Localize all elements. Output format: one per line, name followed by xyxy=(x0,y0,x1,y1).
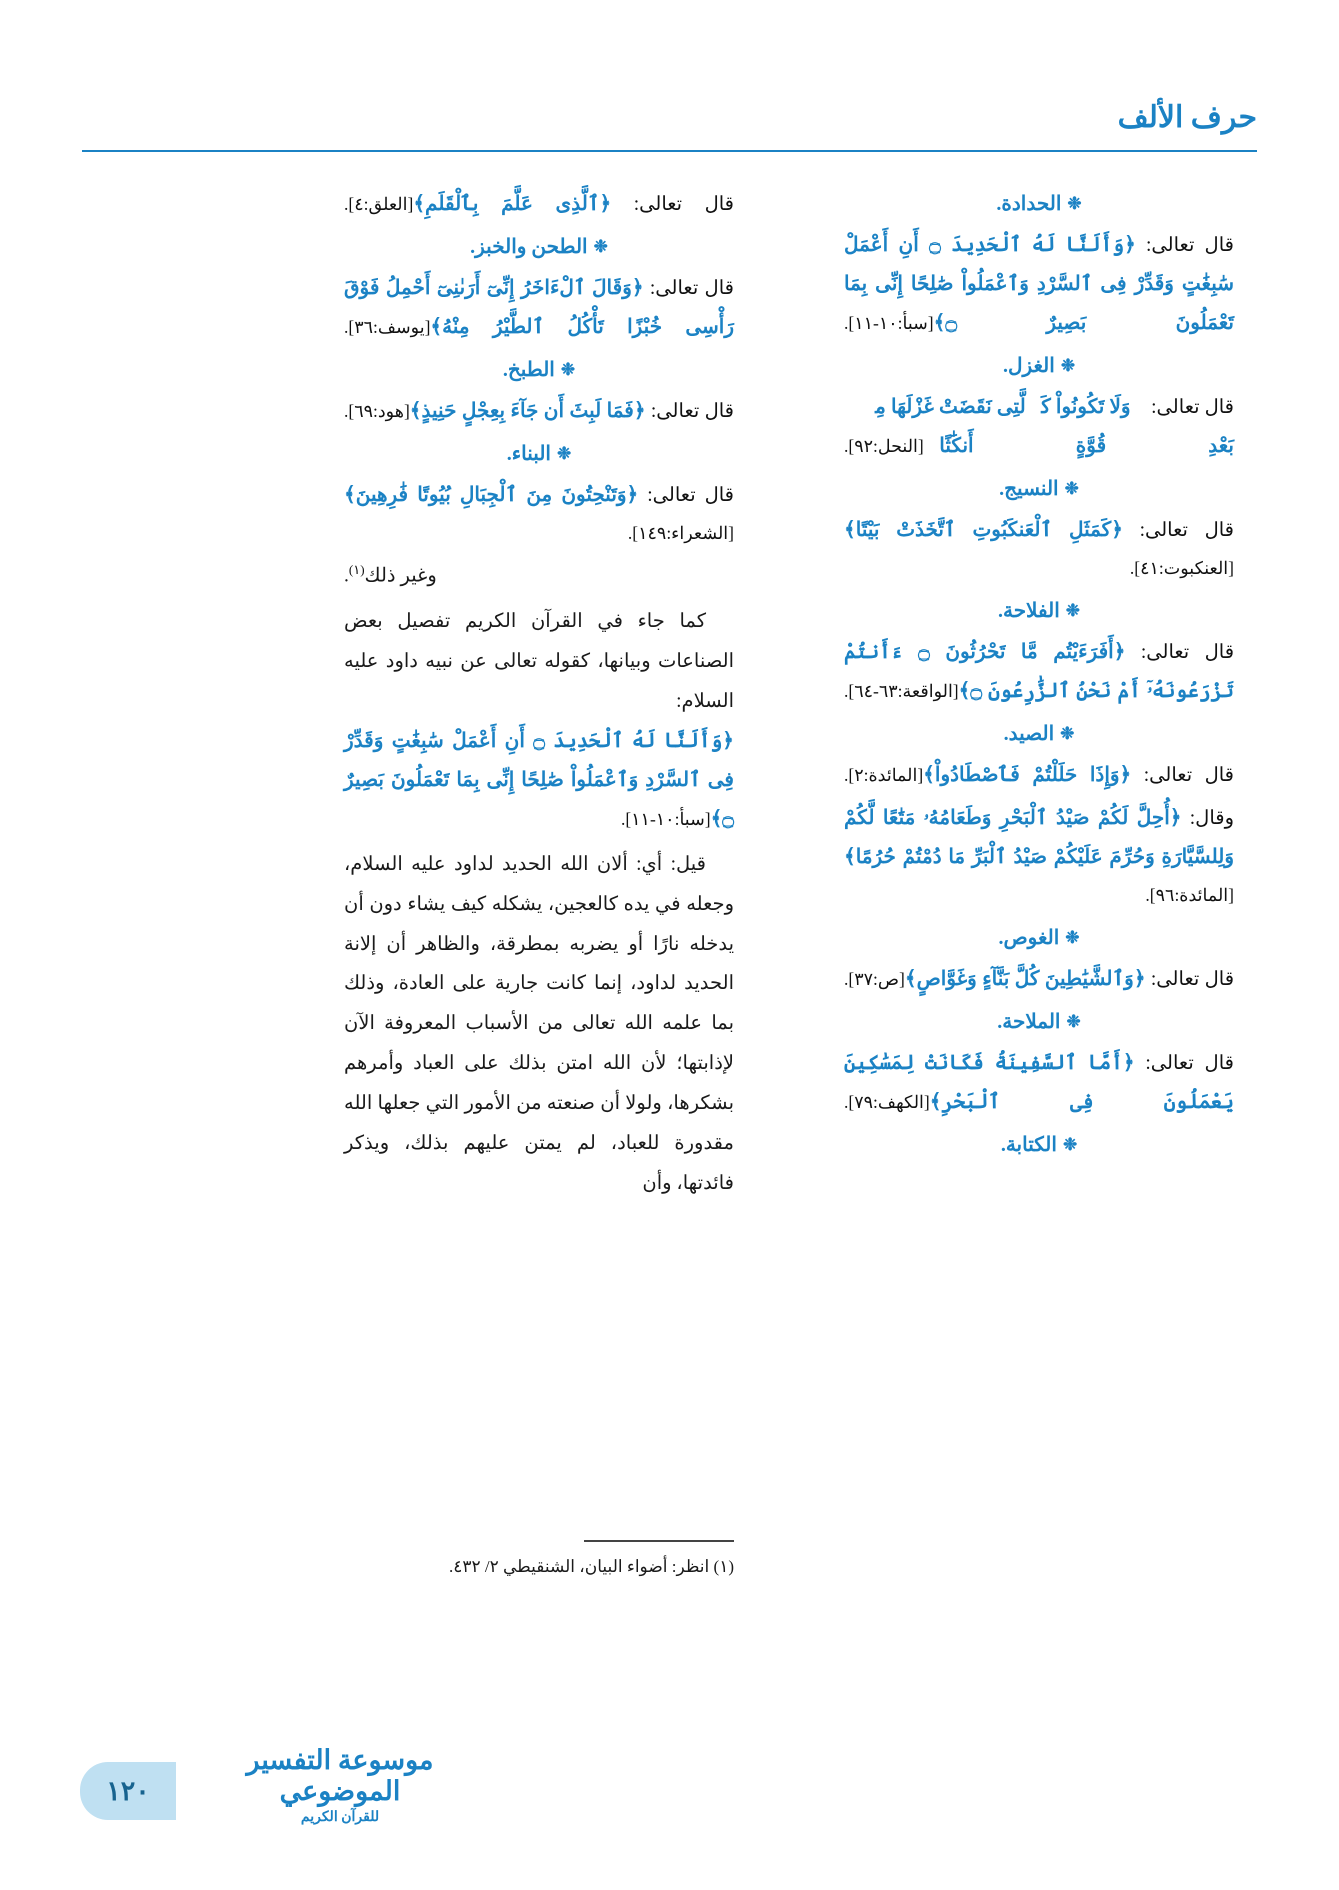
flower-bullet-icon: ❉ xyxy=(1064,479,1079,499)
column-left xyxy=(344,185,734,1204)
quran-quote xyxy=(844,226,1234,343)
ayah-reference: [ص:٣٧]. xyxy=(844,969,905,990)
quote-lead-in: قال تعالى: xyxy=(633,194,734,215)
flower-bullet-icon: ❉ xyxy=(1062,1135,1078,1155)
section-heading xyxy=(844,470,1234,509)
ayah-reference: [الشعراء:١٤٩]. xyxy=(627,523,734,544)
section-heading xyxy=(844,592,1234,631)
ayah-reference: [المائدة:٢]. xyxy=(844,765,924,786)
ayah-reference: [يوسف:٣٦]. xyxy=(344,317,431,338)
quote-lead-in: قال تعالى: xyxy=(1140,642,1235,664)
section-heading xyxy=(344,228,734,267)
ayah-text: ﴿وَإِذَا حَلَلْتُمْ فَٱصْطَادُواْ﴾ xyxy=(923,764,1132,787)
ayah-text: ﴿وَلَا تَكُونُواْ كَٱلَّتِى نَقَضَتْ غَزْلَهَا مِنۢ بَعْدِ قُوَّةٍ أَنكَٰثًا﴾ xyxy=(844,396,1234,458)
quran-quote xyxy=(344,185,734,224)
quote-lead-in: وقال: xyxy=(1189,808,1234,830)
section-heading-label: الغوص. xyxy=(998,927,1060,950)
ayah-text: ﴿فَمَا لَبِثَ أَن جَآءَ بِعِجْلٍ حَنِيذٍ﴾ xyxy=(409,400,646,423)
flower-bullet-icon: ❉ xyxy=(1065,601,1081,621)
ayah-text: ﴿وَأَلَنَّا لَهُ ٱلْحَدِيدَ ۝ أَنِ أَعْمَلْ سَٰبِغَٰتٍ وَقَدِّرْ فِى ٱلسَّرْدِ وَٱعْمَلُواْ صَٰلِحًا إِنِّى بِمَا تَعْمَلُونَ بَصِيرٌ ۝﴾ xyxy=(844,234,1234,335)
footnote-area xyxy=(344,1540,734,1582)
quote-lead-in: قال تعالى: xyxy=(1145,235,1234,256)
flower-bullet-icon: ❉ xyxy=(560,360,576,380)
quran-quote xyxy=(844,388,1234,466)
section-heading-label: الكتابة. xyxy=(1000,1134,1057,1157)
ayah-reference: [الكهف:٧٩]. xyxy=(844,1092,930,1113)
ayah-text: ﴿أُحِلَّ لَكُمْ صَيْدُ ٱلْبَحْرِ وَطَعَامُهُۥ مَتَٰعًا لَّكُمْ وَلِلسَّيَّارَةِ وَحُرِّمَ عَلَيْكُمْ صَيْدُ ٱلْبَرِّ مَا دُمْتُمْ حُرُمًا﴾ xyxy=(844,807,1234,869)
ayah-text: ﴿أَمَّا ٱلسَّفِينَةُ فَكَانَتْ لِمَسَٰكِينَ يَعْمَلُونَ فِى ٱلْبَحْرِ﴾ xyxy=(844,1052,1234,1114)
section-heading xyxy=(844,715,1234,754)
footnote-marker: (١) xyxy=(713,1556,734,1576)
ayah-text: ﴿ٱلَّذِى عَلَّمَ بِٱلْقَلَمِ﴾ xyxy=(413,193,612,215)
ayah-text: ﴿وَتَنْحِتُونَ مِنَ ٱلْجِبَالِ بُيُوتًا فَٰرِهِينَ﴾ xyxy=(344,484,639,507)
quran-quote xyxy=(844,633,1234,711)
section-heading xyxy=(844,185,1234,224)
section-heading xyxy=(844,347,1234,386)
section-heading-label: الغزل. xyxy=(1002,355,1055,378)
inline-note-text: وغير ذلك xyxy=(364,565,437,587)
quote-lead-in: قال تعالى: xyxy=(647,485,735,507)
quote-lead-in: قال تعالى: xyxy=(649,278,734,300)
quote-lead-in: قال تعالى: xyxy=(1145,1053,1234,1075)
section-heading xyxy=(344,435,734,474)
quote-lead-in: قال تعالى: xyxy=(1151,397,1234,419)
page-header xyxy=(82,100,1257,160)
flower-bullet-icon: ❉ xyxy=(1060,356,1076,376)
ayah-reference: [هود:٦٩]. xyxy=(344,401,410,422)
section-heading xyxy=(844,919,1234,958)
footnote-body: انظر: أضواء البيان، الشنقيطي ٢/ ٤٣٢. xyxy=(448,1556,710,1576)
ayah-reference: [المائدة:٩٦]. xyxy=(1145,885,1234,906)
quran-quote xyxy=(844,799,1234,915)
quran-quote xyxy=(344,269,734,347)
quran-quote xyxy=(344,476,734,553)
quote-lead-in: قال تعالى: xyxy=(1143,765,1235,787)
inline-note-tail: . xyxy=(344,565,349,587)
flower-bullet-icon: ❉ xyxy=(556,444,572,464)
flower-bullet-icon: ❉ xyxy=(1065,928,1080,948)
quran-quote-inline xyxy=(344,722,734,839)
section-heading xyxy=(844,1003,1234,1042)
footnote-divider xyxy=(584,1540,734,1542)
ayah-reference: [العنكبوت:٤١]. xyxy=(1129,558,1234,579)
section-heading-label: النسيج. xyxy=(999,478,1059,501)
footnote-text xyxy=(344,1552,734,1583)
flower-bullet-icon: ❉ xyxy=(1066,1012,1081,1032)
quran-quote xyxy=(844,960,1234,999)
section-heading-label: الصيد. xyxy=(1003,723,1055,746)
ayah-text: ﴿وَقَالَ ٱلْءَاخَرُ إِنِّىٓ أَرَىٰنِىٓ أَحْمِلُ فَوْقَ رَأْسِى خُبْزًا تَأْكُلُ ٱلطَّيْرُ مِنْهُ﴾ xyxy=(344,277,734,339)
page-footer xyxy=(0,1722,1339,1832)
footnote-marker-ref: (١) xyxy=(348,562,365,578)
body-paragraph: قيل: أي: ألان الله الحديد لداود عليه السلام، وجعله في يده كالعجين، يشكله كيف يشاء دون أن يدخله نارًا أو يضربه بمطرقة، والظاهر أن إلانة الحديد لداود، إنما كانت جارية على العادة، وذلك بما علمه الله تعالى من الأسباب المعروفة الآن لإذابتها؛ لأن الله امتن بذلك على العباد وأمرهم بشكرها، ولولا أن صنعته من الأمور التي جعلها الله مقدورة للعباد، لم يمتن عليهم بذلك، ويذكر فائدتها، وأن xyxy=(344,853,734,1195)
section-heading-label: الطحن والخبز. xyxy=(470,236,588,259)
body-paragraph: كما جاء في القرآن الكريم تفصيل بعض الصناعات وبيانها، كقوله تعالى عن نبيه داود عليه السلام: xyxy=(344,610,734,712)
section-heading-label: الملاحة. xyxy=(997,1011,1061,1034)
ayah-reference: [العلق:٤]. xyxy=(344,194,414,214)
flower-bullet-icon: ❉ xyxy=(1067,194,1082,213)
quote-lead-in: قال تعالى: xyxy=(1150,969,1235,991)
quran-quote xyxy=(844,756,1234,795)
page-title: حرف الألف xyxy=(1117,101,1257,134)
ayah-reference: [سبأ:١٠-١١]. xyxy=(844,313,934,334)
ayah-reference: [سبأ:١٠-١١]. xyxy=(620,808,711,829)
ayah-text: ﴿أَفَرَءَيْتُم مَّا تَحْرُثُونَ ۝ ءَأَنتُمْ تَزْرَعُونَهُۥٓ أَمْ نَحْنُ ٱلزَّٰرِعُونَ ۝﴾ xyxy=(844,641,1234,703)
ayah-text: ﴿وَأَلَنَّا لَهُ ٱلْحَدِيدَ ۝ أَنِ أَعْمَلْ سَٰبِغَٰتٍ وَقَدِّرْ فِى ٱلسَّرْدِ وَٱعْمَلُواْ صَٰلِحًا إِنِّى بِمَا تَعْمَلُونَ بَصِيرٌ ۝﴾ xyxy=(344,729,735,830)
ayah-reference: [النحل:٩٢]. xyxy=(844,436,924,457)
section-heading-label: الحدادة. xyxy=(996,193,1062,215)
logo-sub-text: للقرآن الكريم xyxy=(300,1810,380,1825)
quote-lead-in: قال تعالى: xyxy=(650,401,734,423)
column-right xyxy=(844,185,1234,1167)
section-heading-label: البناء. xyxy=(506,443,551,466)
ayah-reference: [الواقعة:٦٣-٦٤]. xyxy=(844,681,959,702)
publisher-logo xyxy=(205,1745,475,1826)
flower-bullet-icon: ❉ xyxy=(1060,724,1075,744)
ayah-text: ﴿وَٱلشَّيَٰطِينَ كُلَّ بَنَّآءٍ وَغَوَّاصٍ﴾ xyxy=(904,968,1146,991)
section-heading-label: الفلاحة. xyxy=(997,600,1060,623)
quran-quote xyxy=(844,1044,1234,1122)
quote-lead-in: قال تعالى: xyxy=(1139,520,1235,542)
quran-quote xyxy=(844,511,1234,588)
ayah-text: ﴿كَمَثَلِ ٱلْعَنكَبُوتِ ٱتَّخَذَتْ بَيْتًا﴾ xyxy=(844,519,1123,542)
header-divider xyxy=(82,150,1257,152)
quran-quote xyxy=(344,392,734,431)
section-heading xyxy=(844,1126,1234,1165)
section-heading-label: الطبخ. xyxy=(502,359,555,382)
section-heading xyxy=(344,351,734,390)
logo-main-text: موسوعة التفسير الموضوعي xyxy=(246,1744,434,1806)
inline-note xyxy=(344,557,734,596)
flower-bullet-icon: ❉ xyxy=(593,237,608,257)
page-number-badge: ١٢٠ xyxy=(80,1762,176,1820)
